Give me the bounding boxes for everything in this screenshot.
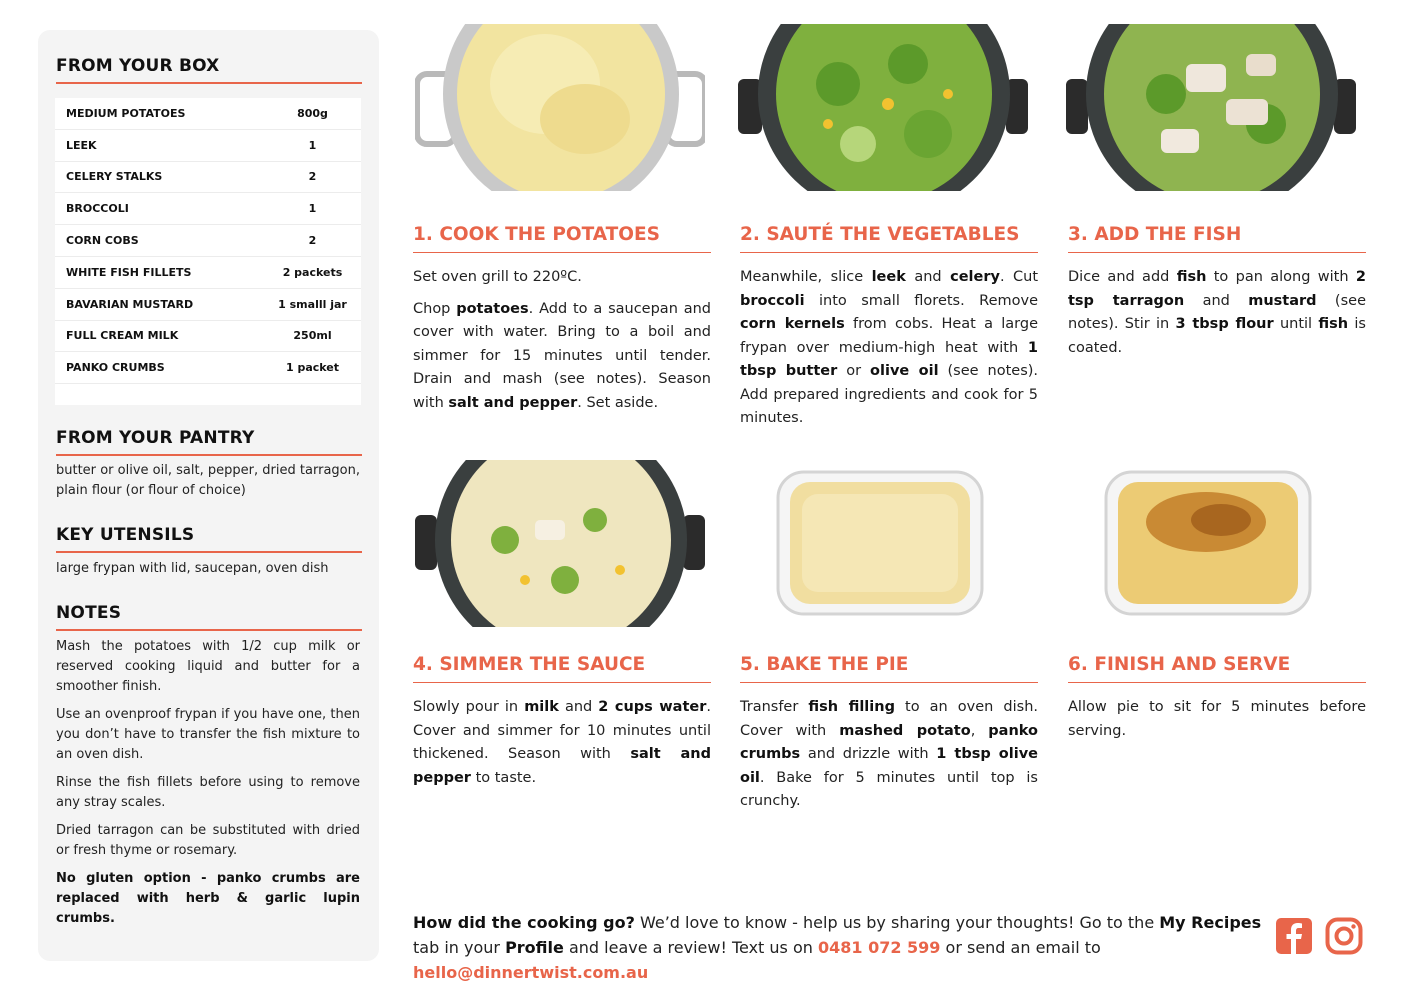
sidebar — [38, 30, 379, 961]
step-text-run: and — [558, 699, 599, 715]
step-text-run: Meanwhile, slice — [740, 269, 872, 285]
step-3-photo — [1066, 24, 1356, 191]
ingredient-name: BAVARIAN MUSTARD — [66, 297, 194, 311]
ingredient-name: LEEK — [66, 138, 97, 152]
ingredient-highlight: salt and pepper — [448, 394, 578, 411]
step-1-title: 1. COOK THE POTATOES — [413, 224, 711, 253]
step-paragraph — [413, 298, 711, 416]
step-text-run: and drizzle with — [800, 746, 937, 762]
footer-text: We’d love to know - help us by sharing your thoughts! Go to the — [634, 913, 1160, 932]
ingredient-highlight: milk — [524, 699, 559, 715]
notes-title: NOTES — [56, 603, 362, 631]
ingredient-qty: 1 smalll jar — [278, 297, 347, 311]
step-text-run: Allow pie to sit for 5 minutes before serving. — [1068, 699, 1366, 739]
ingredient-highlight: broccoli — [740, 292, 805, 309]
ingredient-highlight: olive oil — [870, 363, 939, 379]
footer-text: tab in your — [413, 938, 506, 957]
ingredient-row — [55, 98, 361, 130]
step-text-run: . Bake for 5 minutes until top is crunchy. — [740, 769, 1038, 809]
ingredient-highlight: potatoes — [456, 300, 529, 317]
ingredient-highlight: 2 tsp tarragon — [1068, 269, 1366, 309]
utensils-text: large frypan with lid, saucepan, oven dish — [56, 561, 329, 576]
ingredient-qty: 1 packet — [285, 361, 340, 375]
feedback-footer — [413, 910, 1263, 985]
ingredient-highlight: 3 tbsp flour — [1175, 316, 1274, 332]
notes-list — [56, 637, 360, 937]
step-text-run: from cobs. Heat a large frypan over medium-high heat with — [740, 316, 1039, 356]
pantry-text: butter or olive oil, salt, pepper, dried tarragon, plain flour (or flour of choice) — [56, 463, 360, 498]
step-text-run: . Set aside. — [577, 394, 659, 411]
step-4-title: 4. SIMMER THE SAUCE — [413, 654, 711, 683]
note-item: Dried tarragon can be substituted with dried or fresh thyme or rosemary. — [56, 823, 360, 858]
step-paragraph — [413, 696, 711, 790]
step-6-photo — [1066, 460, 1356, 627]
note-item: Use an ovenproof frypan if you have one, then you don’t have to transfer the fish mixture to an oven dish. — [56, 707, 360, 762]
ingredient-highlight: leek — [871, 269, 906, 285]
ingredient-highlight: 1 tbsp olive oil — [740, 746, 1038, 786]
ingredient-row — [55, 162, 361, 194]
email-link[interactable]: hello@dinnertwist.com.au — [413, 963, 649, 982]
step-text-run: Transfer — [740, 699, 809, 715]
step-6-title: 6. FINISH AND SERVE — [1068, 654, 1366, 683]
pantry-title: FROM YOUR PANTRY — [56, 428, 362, 456]
ingredient-name: WHITE FISH FILLETS — [66, 265, 192, 279]
step-text-run: (see notes). Stir in — [1068, 292, 1366, 332]
ingredient-highlight: salt and pepper — [413, 746, 711, 786]
ingredient-highlight: 2 cups water — [598, 699, 707, 715]
ingredient-row — [55, 352, 361, 384]
step-1-text — [413, 266, 711, 415]
footer-text: or send an email to — [940, 938, 1101, 957]
step-text-run: until — [1273, 316, 1319, 332]
step-3-text — [1068, 266, 1366, 360]
step-text-run: . Cover and simmer for 10 minutes until thickened. Season with — [413, 699, 711, 762]
ingredient-row — [55, 257, 361, 289]
ingredients-table — [55, 98, 361, 405]
feedback-question: How did the cooking go? — [413, 913, 635, 932]
footer-text: and leave a review! Text us on — [563, 938, 818, 957]
ingredient-name: CORN COBS — [66, 234, 139, 248]
step-text-run: Dice and add — [1068, 269, 1177, 285]
step-text-run: and — [905, 269, 951, 285]
utensils-title: KEY UTENSILS — [56, 525, 362, 553]
step-text-run: and — [1184, 292, 1249, 309]
ingredient-highlight: fish filling — [808, 699, 895, 715]
step-5-title: 5. BAKE THE PIE — [740, 654, 1038, 683]
step-paragraph — [740, 266, 1038, 431]
note-item: Mash the potatoes with 1/2 cup milk or reserved cooking liquid and butter for a smoother finish. — [56, 639, 360, 694]
step-paragraph — [413, 266, 711, 290]
ingredient-name: BROCCOLI — [66, 202, 129, 216]
ingredient-qty: 1 — [308, 138, 317, 152]
step-4-text — [413, 696, 711, 790]
step-5-text — [740, 696, 1038, 814]
step-5-photo — [738, 460, 1028, 627]
ingredient-name: FULL CREAM MILK — [66, 329, 179, 343]
step-3-title: 3. ADD THE FISH — [1068, 224, 1366, 253]
step-text-run: . Cut — [999, 269, 1039, 285]
step-paragraph — [740, 696, 1038, 814]
ingredient-row — [55, 289, 361, 321]
ingredient-highlight: panko crumbs — [740, 722, 1038, 762]
ingredient-highlight: fish — [1176, 269, 1207, 285]
step-2-title: 2. SAUTÉ THE VEGETABLES — [740, 224, 1038, 253]
ingredient-highlight: mashed potato — [839, 722, 971, 739]
ingredient-qty: 2 — [308, 234, 317, 248]
ingredient-name: CELERY STALKS — [66, 170, 163, 184]
note-item: No gluten option - panko crumbs are replaced with herb & garlic lupin crumbs. — [56, 871, 360, 926]
ingredient-name: MEDIUM POTATOES — [66, 106, 186, 120]
step-text-run: to an oven dish. Cover with — [740, 699, 1039, 739]
ingredient-qty: 800g — [297, 106, 328, 120]
step-text-run: . Add to a saucepan and cover with water. Bring to a boil and simmer for 15 minutes until tender. Drain and mash (see notes). Season with — [413, 300, 711, 411]
step-paragraph — [1068, 696, 1366, 743]
step-text-run: is coated. — [1068, 316, 1366, 356]
instagram-icon[interactable] — [1325, 917, 1363, 955]
ingredient-highlight: corn kernels — [740, 316, 845, 332]
step-6-text — [1068, 696, 1366, 743]
profile-link[interactable]: Profile — [505, 938, 564, 957]
facebook-icon[interactable] — [1275, 917, 1313, 955]
step-text-run: , — [970, 722, 989, 739]
step-1-photo — [415, 24, 705, 191]
phone-link[interactable]: 0481 072 599 — [817, 938, 941, 957]
ingredient-highlight: mustard — [1248, 292, 1317, 309]
note-item: Rinse the fish fillets before using to remove any stray scales. — [56, 775, 360, 810]
ingredient-name: PANKO CRUMBS — [66, 361, 165, 375]
ingredient-qty: 2 packets — [282, 265, 343, 279]
from-your-box-title: FROM YOUR BOX — [56, 56, 362, 84]
ingredient-row — [55, 193, 361, 225]
ingredient-row — [55, 321, 361, 353]
step-4-photo — [415, 460, 705, 627]
ingredient-highlight: fish — [1318, 316, 1349, 332]
step-text-run: or — [837, 363, 871, 379]
step-text-run: to taste. — [470, 769, 537, 786]
ingredient-row — [55, 225, 361, 257]
step-paragraph — [1068, 266, 1366, 360]
step-text-run: Chop — [413, 300, 457, 317]
ingredient-qty: 250ml — [293, 329, 332, 343]
ingredient-qty: 2 — [308, 170, 317, 184]
ingredient-qty: 1 — [308, 202, 317, 216]
step-2-photo — [738, 24, 1028, 191]
ingredient-highlight: celery — [950, 269, 1000, 285]
step-text-run: Slowly pour in — [413, 699, 525, 715]
ingredient-highlight: 1 tbsp butter — [740, 339, 1038, 379]
step-text-run: into small florets. Remove — [804, 292, 1038, 309]
step-text-run: (see notes). Add prepared ingredients and cook for 5 minutes. — [740, 363, 1039, 426]
ingredient-row — [55, 130, 361, 162]
step-text-run: Set oven grill to 220ºC. — [413, 269, 582, 285]
step-text-run: to pan along with — [1206, 269, 1356, 285]
step-2-text — [740, 266, 1038, 431]
my-recipes-link[interactable]: My Recipes — [1159, 913, 1262, 932]
